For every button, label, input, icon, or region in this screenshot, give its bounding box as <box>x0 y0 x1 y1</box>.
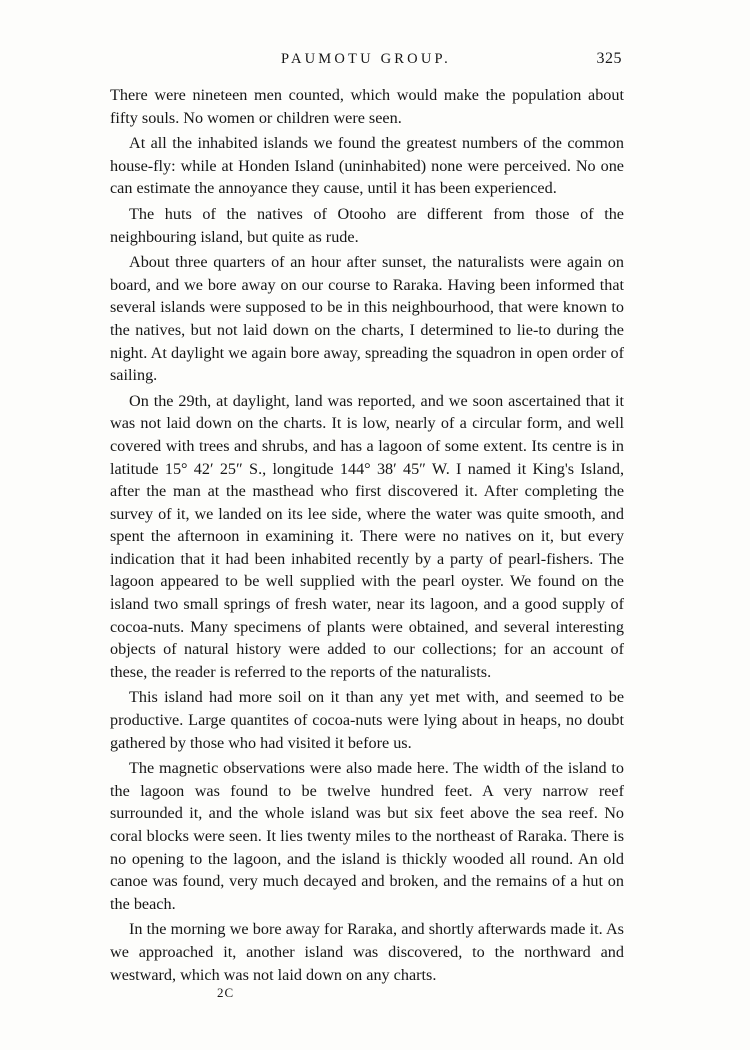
paragraph-raraka: In the morning we bore away for Raraka, and shortly afterwards made it. As we approached it, another island was discovered, to the northward and westward, which was not laid down on any charts. <box>110 920 624 984</box>
body-text <box>110 84 624 986</box>
paragraph-kings-island: On the 29th, at daylight, land was reported, and we soon ascertained that it was not laid down on the charts. It is low, nearly of a circular form, and well covered with trees and shrubs, and has a lagoon of some extent. Its centre is in latitude 15° 42′ 25″ S., longitude 144° 38′ 45″ W. I named it King's Island, after the man at the masthead who first discovered it. After completing the survey of it, we landed on its lee side, where the water was quite smooth, and spent the afternoon in examining it. There were no natives on it, but every indication that it had been inhabited recently by a party of pearl-fishers. The lagoon appeared to be well supplied with the pearl oyster. We found on the island two small springs of fresh water, near its lagoon, and a good supply of cocoa-nuts. Many specimens of plants were obtained, and several interesting objects of natural history were added to our collections; for an account of these, the reader is referred to the reports of the naturalists. <box>110 391 624 681</box>
paragraph-soil: This island had more soil on it than any yet met with, and seemed to be productive. Large quantites of cocoa-nuts were lying about in heaps, no doubt gathered by those who had visited it before us. <box>110 688 624 752</box>
paragraph-magnetic: The magnetic observations were also made here. The width of the island to the lagoon was found to be twelve hundred feet. A very narrow reef surrounded it, and the whole island was but six feet above the sea reef. No coral blocks were seen. It lies twenty miles to the northeast of Raraka. There is no opening to the lagoon, and the island is thickly wooded all round. An old canoe was found, very much decayed and broken, and the remains of a hut on the beach. <box>110 759 624 913</box>
running-head <box>110 51 622 73</box>
paragraph-sunset: About three quarters of an hour after sunset, the naturalists were again on board, and we bore away on our course to Raraka. Having been informed that several islands were supposed to be in this neighbourhood, that were known to the natives, but not laid down on the charts, I determined to lie-to during the night. At daylight we again bore away, spreading the squadron in open order of sailing. <box>110 253 624 385</box>
paragraph-house-fly: At all the inhabited islands we found the greatest numbers of the common house-fly: while at Honden Island (uninhabited) none were perceived. No one can estimate the annoyance they cause, until it has been experienced. <box>110 134 624 198</box>
running-title: PAUMOTU GROUP. <box>281 51 451 67</box>
page-number: 325 <box>596 50 622 67</box>
paragraph-huts: The huts of the natives of Otooho are different from those of the neighbouring island, but quite as rude. <box>110 204 624 246</box>
paragraph-population: There were nineteen men counted, which would make the population about fifty souls. No women or children were seen. <box>110 86 624 127</box>
signature-mark: 2C <box>217 985 235 1000</box>
